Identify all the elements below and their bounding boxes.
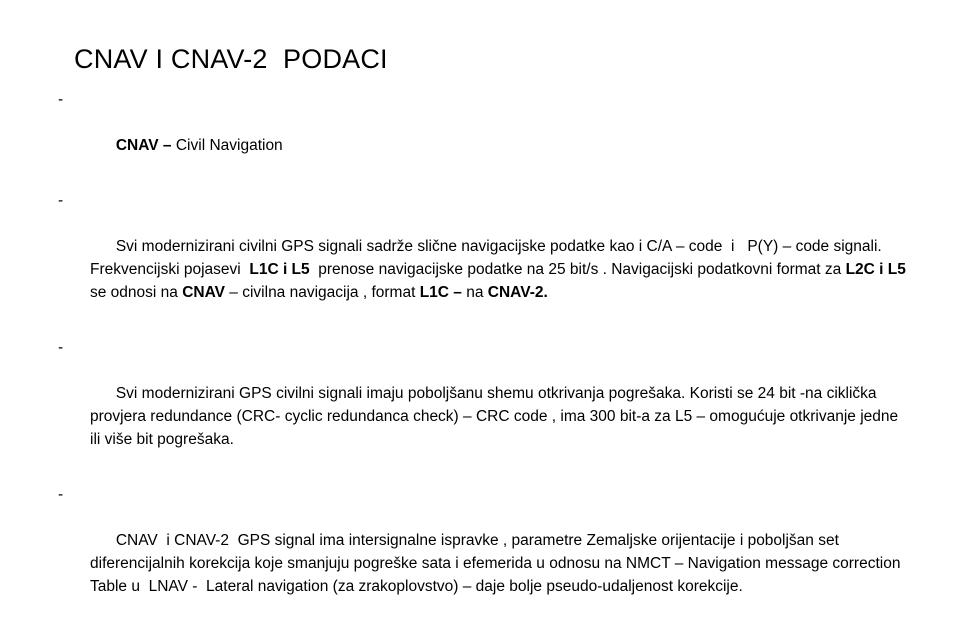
bullet-marker: - [58, 192, 64, 209]
bullet-text: Svi modernizirani civilni GPS signali sadrže slične navigacijske podatke kao i C/A – code i P(Y) – code signali. Frekvencijski pojasevi [90, 238, 887, 278]
bullet-list [56, 88, 911, 630]
bullet-text-bold: L2C i L5 [845, 261, 906, 278]
bullet-text: Civil Navigation [175, 137, 283, 154]
bullet-item [56, 483, 906, 621]
bullet-marker: - [58, 486, 64, 503]
bullet-text: se odnosi na [90, 261, 911, 301]
bullet-item [56, 88, 906, 180]
bullet-text-bold: CNAV [182, 284, 225, 301]
bullet-text-bold: CNAV – [115, 137, 176, 154]
bullet-marker: - [58, 339, 64, 356]
bullet-item [56, 336, 906, 474]
bullet-text: CNAV i CNAV-2 GPS signal ima intersignalne ispravke , parametre Zemaljske orijentacije i poboljšan set diferencijalnih korekcija koje smanjuju pogreške sata i efemerida u odnosu na NMCT – Navigation message correction Table u LNAV - Lateral navigation (za zrakoplovstvo) – daje bolje pseudo-udaljenost korekcije. [90, 532, 905, 595]
bullet-text-bold: CNAV-2. [487, 284, 548, 301]
bullet-item [56, 189, 911, 327]
bullet-text-bold: L1C – [419, 284, 467, 301]
bullet-text: prenose navigacijske podatke na 25 bit/s . Navigacijski podatkovni format za [309, 261, 846, 278]
slide-title: CNAV I CNAV-2 PODACI [74, 44, 388, 74]
bullet-text: – civilna navigacija , format [225, 284, 420, 301]
bullet-text: Svi modernizirani GPS civilni signali imaju poboljšanu shemu otkrivanja pogrešaka. Koristi se 24 bit -na ciklička provjera redundance (CRC- cyclic redundanca check) – CRC code , ima 300 bit-a za L5 – omogućuje otkrivanje jedne ili više bit pogrešaka. [90, 385, 903, 448]
bullet-text: na [466, 284, 488, 301]
bullet-text-bold: L1C i L5 [249, 261, 310, 278]
bullet-marker: - [58, 91, 64, 108]
